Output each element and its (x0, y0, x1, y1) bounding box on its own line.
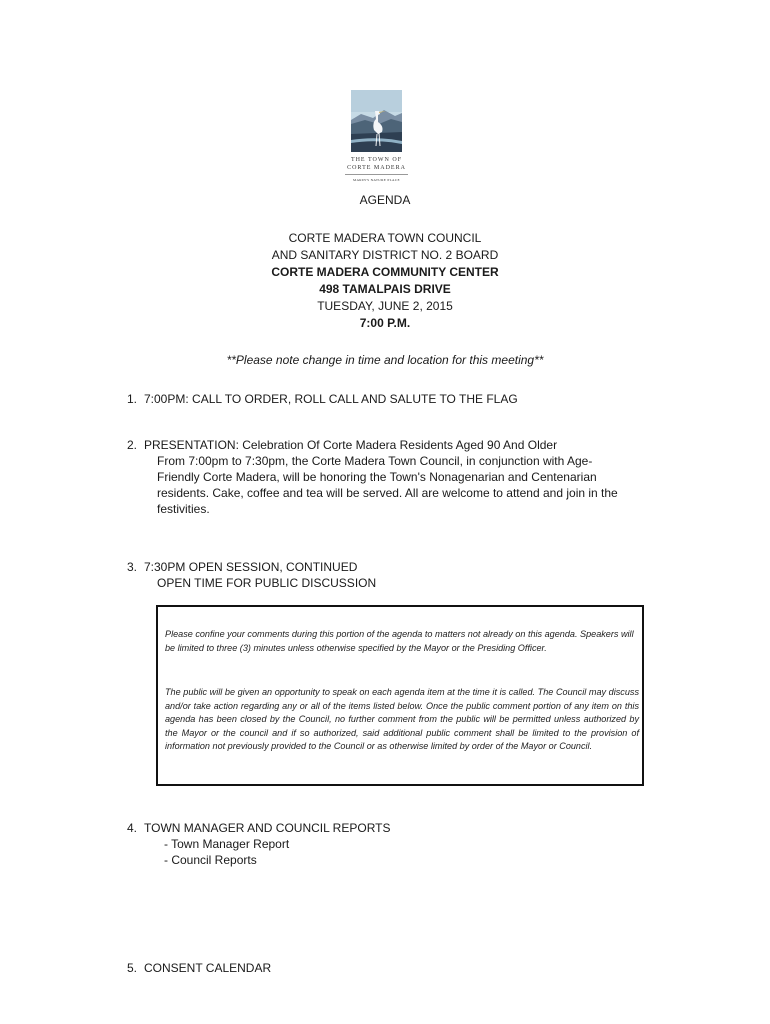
item-number: 4. (127, 821, 138, 835)
item-title: TOWN MANAGER AND COUNCIL REPORTS (144, 821, 391, 835)
item-number: 3. (127, 560, 138, 574)
logo-line-2: CORTE MADERA (347, 165, 406, 171)
item-title: 7:30PM OPEN SESSION, CONTINUED (144, 560, 358, 574)
board-name: AND SANITARY DISTRICT NO. 2 BOARD (271, 248, 499, 262)
logo-line-1: THE TOWN OF (350, 157, 403, 163)
council-name: CORTE MADERA TOWN COUNCIL (288, 231, 482, 245)
town-logo (347, 90, 406, 186)
item-number: 1. (127, 392, 138, 406)
item-title: 7:00PM: CALL TO ORDER, ROLL CALL AND SALUTE TO THE FLAG (144, 392, 518, 406)
venue-address: 498 TAMALPAIS DRIVE (319, 282, 451, 296)
item-number: 5. (127, 961, 138, 975)
agenda-item-4 (127, 820, 390, 836)
description-line: festivities. (157, 502, 210, 516)
item-2-description (157, 453, 657, 517)
description-line: residents. Cake, coffee and tea will be served. All are welcome to attend and join in the (157, 486, 618, 500)
description-line: Friendly Corte Madera, will be honoring the Town's Nonagenarian and Centenarian (157, 470, 597, 484)
venue-name: CORTE MADERA COMMUNITY CENTER (271, 265, 499, 279)
notice-paragraph-2: The public will be given an opportunity to speak on each agenda item at the time it is called. The Council may discuss and/or take action regarding any or all of the items listed below. Once the public comment portion of any item on this agenda has been closed by the Council, no further comment from the public will be permitted unless authorized by the Mayor or the council and if so authorized, said additional public comment shall be limited to the provision of information not previously provided to the Council or as otherwise limited by order of the Mayor or Council. (165, 687, 639, 752)
item-number: 2. (127, 438, 138, 452)
public-comment-notice-box (156, 605, 644, 786)
agenda-heading: AGENDA (359, 193, 411, 207)
agenda-item-3 (127, 559, 357, 575)
agenda-item-2 (127, 437, 557, 453)
change-note: **Please note change in time and location for this meeting** (226, 353, 544, 367)
item-3-subtitle: OPEN TIME FOR PUBLIC DISCUSSION (157, 576, 377, 590)
item-title: PRESENTATION: Celebration Of Corte Madera Residents Aged 90 And Older (144, 438, 558, 452)
item-title: CONSENT CALENDAR (144, 961, 272, 975)
notice-paragraph-1: Please confine your comments during this portion of the agenda to matters not already on this agenda. Speakers will be limited to three (3) minutes unless otherwise specified by the Mayor or the Presiding Officer. (165, 629, 634, 653)
sub-item-town-manager-report: - Town Manager Report (164, 837, 290, 851)
meeting-time: 7:00 P.M. (359, 316, 411, 330)
description-line: From 7:00pm to 7:30pm, the Corte Madera Town Council, in conjunction with Age- (157, 454, 593, 468)
sub-item-council-reports: - Council Reports (164, 853, 257, 867)
logo-tagline: MARIN'S NATURE PLACE (345, 174, 408, 184)
agenda-item-1 (127, 391, 518, 407)
agenda-item-5 (127, 960, 271, 976)
meeting-date: TUESDAY, JUNE 2, 2015 (317, 299, 453, 313)
